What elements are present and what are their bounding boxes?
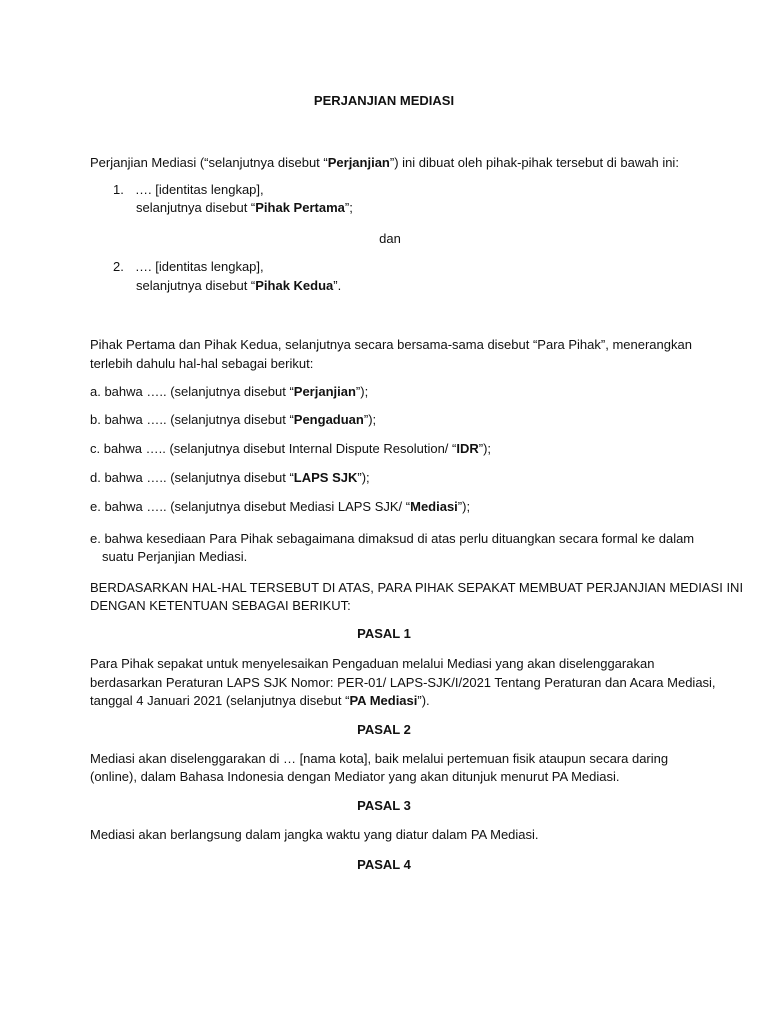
pasal-1-line-3 xyxy=(90,692,430,710)
party-2-alias-term: Pihak Kedua xyxy=(255,278,334,293)
recital-a-post: ”); xyxy=(355,384,369,399)
intro-text-pre: Perjanjian Mediasi (“selanjutnya disebut “ xyxy=(90,155,328,170)
pasal-1-line-3-post: ”). xyxy=(417,693,430,708)
party-1-identity xyxy=(90,181,264,199)
recital-b xyxy=(90,411,376,429)
party-2-identity-text: …. [identitas lengkap], xyxy=(135,259,264,274)
intro-text-post: ”) ini dibuat oleh pihak-pihak tersebut di bawah ini: xyxy=(389,155,679,170)
pasal-2-line-1: Mediasi akan diselenggarakan di … [nama kota], baik melalui pertemuan fisik ataupun secara daring xyxy=(90,751,669,766)
pasal-1-line-1: Para Pihak sepakat untuk menyelesaikan Pengaduan melalui Mediasi yang akan diselenggarakan xyxy=(90,656,655,671)
party-2-number: 2. xyxy=(113,259,124,274)
recital-intro-line-1: Pihak Pertama dan Pihak Kedua, selanjutnya secara bersama-sama disebut “Para Pihak”, menerangkan xyxy=(90,337,692,352)
pasal-1-line-3-pre: tanggal 4 Januari 2021 (selanjutnya disebut “ xyxy=(90,693,350,708)
recital-c-pre: c. bahwa ….. (selanjutnya disebut Internal Dispute Resolution/ “ xyxy=(90,441,457,456)
recital-b-pre: b. bahwa ….. (selanjutnya disebut “ xyxy=(90,412,294,427)
pasal-1-line-2: berdasarkan Peraturan LAPS SJK Nomor: PER-01/ LAPS-SJK/I/2021 Tentang Peraturan dan Acara Mediasi, xyxy=(90,675,716,690)
recital-b-post: ”); xyxy=(363,412,377,427)
recital-a-pre: a. bahwa ….. (selanjutnya disebut “ xyxy=(90,384,294,399)
recital-last-line-1: e. bahwa kesediaan Para Pihak sebagaimana dimaksud di atas perlu dituangkan secara formal ke dalam xyxy=(90,531,695,546)
connector-dan: dan xyxy=(379,231,401,246)
recital-c-post: ”); xyxy=(478,441,492,456)
party-2-alias xyxy=(136,277,341,295)
agreement-line-1: BERDASARKAN HAL-HAL TERSEBUT DI ATAS, PARA PIHAK SEPAKAT MEMBUAT PERJANJIAN MEDIASI INI xyxy=(90,580,744,595)
pasal-3-heading: PASAL 3 xyxy=(357,798,411,813)
recital-b-term: Pengaduan xyxy=(293,412,364,427)
party-1-alias-post: ”; xyxy=(344,200,353,215)
party-1-alias xyxy=(136,199,353,217)
recital-c xyxy=(90,440,491,458)
recital-d-term: LAPS SJK xyxy=(293,470,358,485)
pasal-2-heading: PASAL 2 xyxy=(357,722,411,737)
party-1-number: 1. xyxy=(113,182,124,197)
intro-paragraph xyxy=(90,154,679,172)
recital-e-pre: e. bahwa ….. (selanjutnya disebut Mediasi LAPS SJK/ “ xyxy=(90,499,411,514)
pasal-2-line-2: (online), dalam Bahasa Indonesia dengan Mediator yang akan ditunjuk menurut PA Mediasi. xyxy=(90,769,620,784)
recital-intro-line-2: terlebih dahulu hal-hal sebagai berikut: xyxy=(90,356,314,371)
pasal-4-heading: PASAL 4 xyxy=(357,857,411,872)
document-title: PERJANJIAN MEDIASI xyxy=(313,93,455,108)
agreement-line-2: DENGAN KETENTUAN SEBAGAI BERIKUT: xyxy=(90,598,351,613)
pasal-1-heading: PASAL 1 xyxy=(357,626,411,641)
party-1-identity-text: …. [identitas lengkap], xyxy=(135,182,264,197)
pasal-3-line-1: Mediasi akan berlangsung dalam jangka waktu yang diatur dalam PA Mediasi. xyxy=(90,827,539,842)
recital-d xyxy=(90,469,370,487)
recital-d-pre: d. bahwa ….. (selanjutnya disebut “ xyxy=(90,470,294,485)
recital-d-post: ”); xyxy=(357,470,370,485)
recital-c-term: IDR xyxy=(456,441,479,456)
recital-a xyxy=(90,383,368,401)
recital-a-term: Perjanjian xyxy=(293,384,356,399)
pasal-1-term: PA Mediasi xyxy=(349,693,418,708)
recital-e xyxy=(90,498,470,516)
party-2-alias-post: ”. xyxy=(333,278,342,293)
recital-last-line-2: suatu Perjanjian Mediasi. xyxy=(102,549,248,564)
party-2-alias-pre: selanjutnya disebut “ xyxy=(136,278,256,293)
party-1-alias-pre: selanjutnya disebut “ xyxy=(136,200,256,215)
intro-term-perjanjian: Perjanjian xyxy=(327,155,390,170)
recital-e-term: Mediasi xyxy=(410,499,458,514)
recital-e-post: ”); xyxy=(457,499,471,514)
party-2-identity xyxy=(90,258,264,276)
party-1-alias-term: Pihak Pertama xyxy=(255,200,345,215)
